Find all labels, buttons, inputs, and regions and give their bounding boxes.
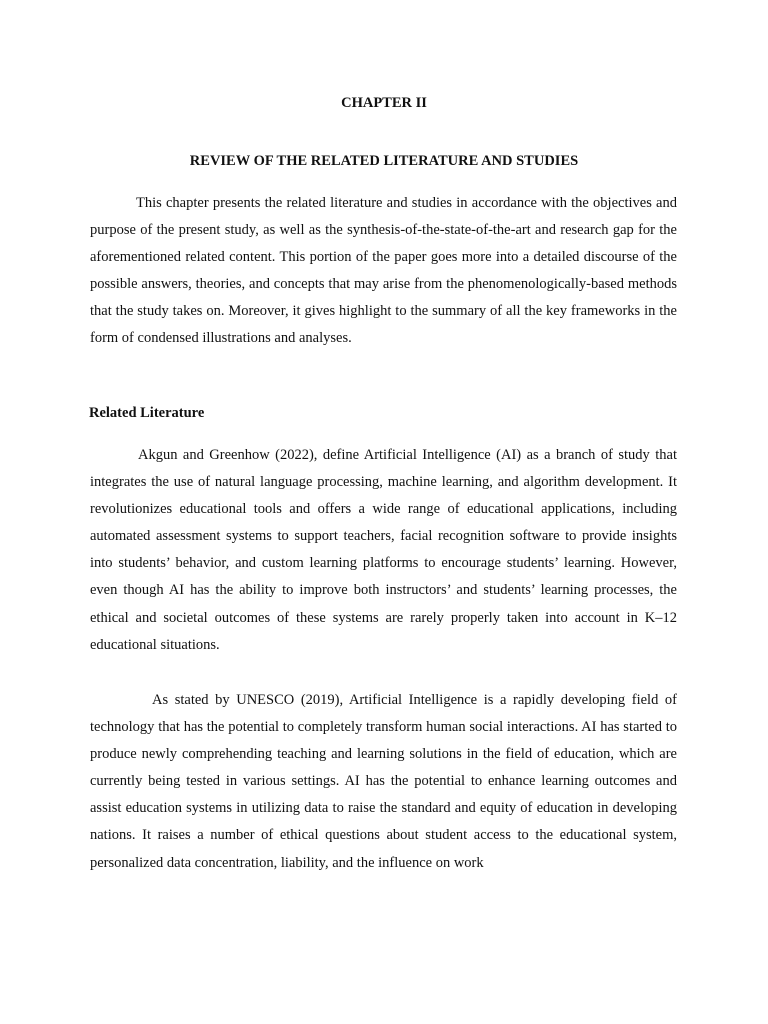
intro-paragraph: This chapter presents the related literature and studies in accordance with the objectives and purpose of the present study, as well as the synthesis-of-the-state-of-the-art and research gap for the aforementioned related content. This portion of the paper goes more into a detailed discourse of the possible answers, theories, and concepts that may arise from the phenomenologically-based methods that the study takes on. Moreover, it gives highlight to the summary of all the key frameworks in the form of condensed illustrations and analyses. (90, 195, 677, 347)
paragraph-akgun-greenhow: Akgun and Greenhow (2022), define Artificial Intelligence (AI) as a branch of study that integrates the use of natural language processing, machine learning, and algorithm development. It revolutionizes educational tools and offers a wide range of educational applications, including automated assessment systems to support teachers, facial recognition software to provide insights into students’ behavior, and custom learning platforms to encourage students’ learning. However, even though AI has the ability to improve both instructors’ and students’ learning processes, the ethical and societal outcomes of these systems are rarely properly taken into account in K–12 educational situations. (90, 447, 677, 653)
chapter-label: CHAPTER II (341, 95, 427, 111)
section-heading-related-literature: Related Literature (89, 405, 205, 421)
paragraph-unesco: As stated by UNESCO (2019), Artificial Intelligence is a rapidly developing field of technology that has the potential to completely transform human social interactions. AI has started to produce newly comprehending teaching and learning solutions in the field of education, which are currently being tested in various settings. AI has the potential to enhance learning outcomes and assist education systems in utilizing data to raise the standard and equity of education in developing nations. It raises a number of ethical questions about student access to the educational system, personalized data concentration, liability, and the influence on work (90, 692, 677, 871)
chapter-title: REVIEW OF THE RELATED LITERATURE AND STUDIES (189, 153, 579, 169)
